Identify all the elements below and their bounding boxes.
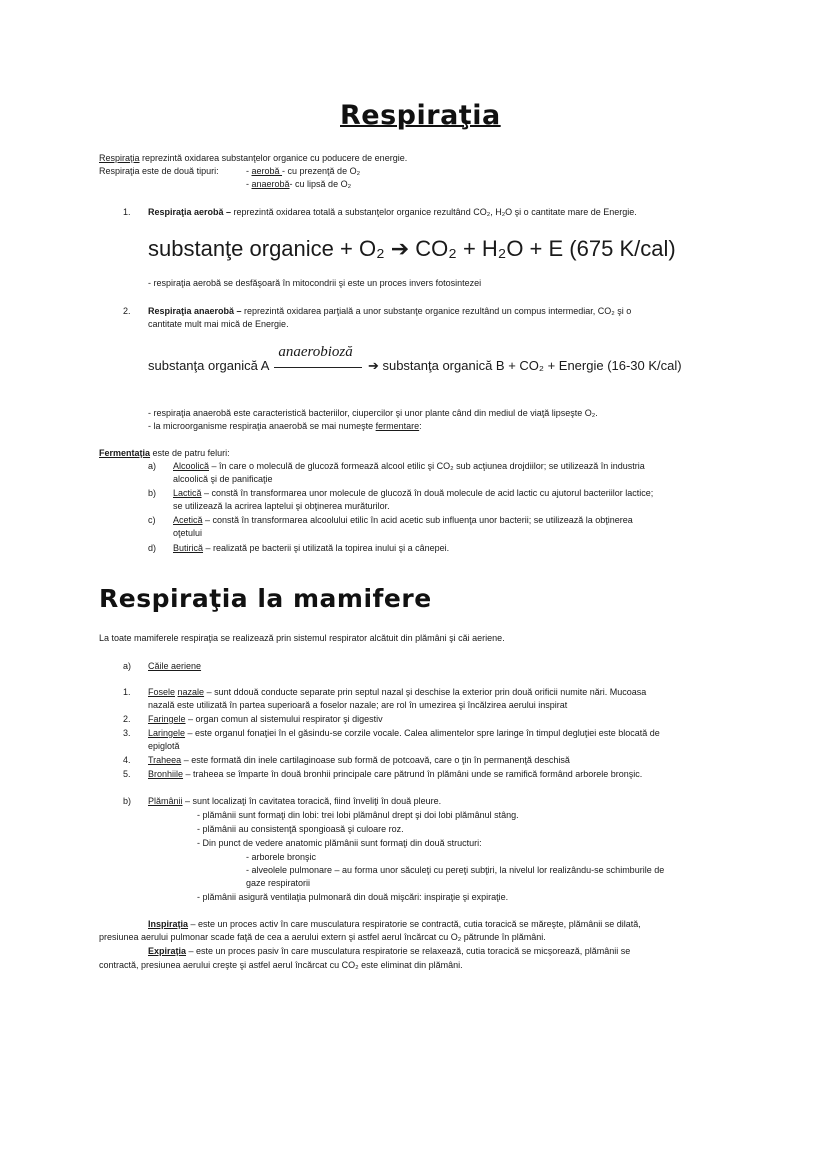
text-segment: - cu lipsă de O₂: [289, 179, 352, 189]
text-line: [148, 946, 630, 957]
text-segment: nazală este utilizată în partea superioară a foselor nazale; are rol în umezirea şi încălzirea aerului inspirat: [148, 700, 568, 710]
text-segment: d): [148, 543, 157, 553]
text-line: [123, 306, 131, 317]
anaerobic-equation: [148, 343, 682, 374]
text-segment: a): [148, 461, 157, 471]
text-line: [99, 633, 505, 644]
arrow-condition-label: anaerobioză: [278, 343, 353, 360]
text-segment: - plămânii asigură ventilaţia pulmonară din două mişcări: inspiraţie şi expiraţie.: [197, 892, 509, 902]
text-line: [246, 179, 351, 190]
text-segment: La toate mamiferele respiraţia se realizează prin sistemul respirator alcătuit din plămâni şi căi aeriene.: [99, 633, 505, 643]
equation-right: ➔ substanţa organică B + CO₂ + Energie (16-30 K/cal): [367, 358, 682, 373]
text-segment: – este organul fonaţiei în el găsindu-se corzile vocale. Calea alimentelor spre laringe în timpul degluţiei este blocată de: [185, 728, 660, 738]
emphasized-term: Fosele: [148, 687, 176, 697]
text-segment: – sunt localizaţi în cavitatea toracică, fiind înveliţi în două pleure.: [182, 796, 442, 806]
text-segment: - cu prezenţă de O₂: [282, 166, 361, 176]
text-segment: - respiraţia anaerobă este caracteristică bacteriilor, ciupercilor şi unor plante când din mediul de viaţă lipseşte O₂.: [148, 408, 598, 418]
text-segment: – este formată din inele cartilaginoase sub formă de potcoavă, care o ţin în permanenţă deschisă: [181, 755, 570, 765]
text-line: [148, 796, 441, 807]
text-line: [246, 852, 316, 863]
text-line: [99, 448, 230, 459]
text-segment: reprezintă oxidarea totală a substanţelor organice rezultând CO₂, H₂O şi o cantitate mare de Energie.: [231, 207, 637, 217]
text-segment: substanţe organice + O₂ ➔ CO₂ + H₂O + E (675 K/cal): [148, 236, 676, 261]
emphasized-term: anaerobă: [251, 179, 290, 189]
text-line: [246, 166, 360, 177]
emphasized-term: Plămânii: [148, 796, 183, 806]
text-line: [173, 474, 273, 485]
text-segment: - alveolele pulmonare – au forma unor săculeţi cu pereţi subţiri, la nivelul lor realizându-se schimburile de: [246, 865, 665, 875]
text-line: [148, 278, 481, 289]
text-line: [99, 166, 219, 177]
reaction-arrow-line: [274, 343, 362, 374]
text-line: [197, 892, 508, 903]
emphasized-term: Inspiraţia: [148, 919, 189, 929]
emphasized-term: Faringele: [148, 714, 186, 724]
text-segment: – realizată pe bacterii şi utilizată la topirea inului şi a cânepei.: [203, 543, 450, 553]
text-segment: - la microorganisme respiraţia anaerobă se mai numeşte: [148, 421, 376, 431]
text-line: [148, 741, 180, 752]
text-segment: Respiraţia este de două tipuri:: [99, 166, 219, 176]
emphasized-term: aerobă: [251, 166, 283, 176]
text-line: [173, 488, 653, 499]
emphasized-term: Respiraţia: [99, 153, 140, 163]
aerobic-equation: [148, 236, 676, 262]
text-segment: – organ comun al sistemului respirator şi digestiv: [185, 714, 383, 724]
emphasized-term: nazale: [177, 687, 205, 697]
text-line: [148, 421, 422, 432]
text-segment: reprezintă oxidarea substanţelor organice cu poducere de energie.: [139, 153, 408, 163]
text-line: [148, 755, 570, 766]
emphasized-term: Alcoolică: [173, 461, 210, 471]
text-segment: oţetului: [173, 528, 203, 538]
text-segment: :: [419, 421, 422, 431]
text-segment: -: [246, 179, 252, 189]
text-line: [173, 528, 202, 539]
text-segment: gaze respiratorii: [246, 878, 311, 888]
text-line: [246, 865, 664, 876]
emphasized-term: Traheea: [148, 755, 182, 765]
emphasized-term: Bronhiile: [148, 769, 184, 779]
text-segment: – traheea se împarte în două bronhii principale care pătrund în plămâni unde se ramifică formând arborele bronşic.: [183, 769, 643, 779]
text-segment: -: [246, 166, 252, 176]
text-segment: – este un proces pasiv în care musculatura respiratorie se relaxează, cutia toracică se micşorează, plămânii se: [186, 946, 631, 956]
page-title: Respiraţia: [340, 100, 501, 131]
emphasized-term: fermentare: [375, 421, 420, 431]
text-segment: presiunea aerului pulmonar scade faţă de cea a aerului extern şi astfel aerul încărcat cu O₂ pătrunde în plămâni.: [99, 932, 546, 942]
text-segment: se utilizează la acrirea laptelui şi obţinerea murăturilor.: [173, 501, 390, 511]
text-line: [197, 810, 519, 821]
text-segment: - plămânii sunt formaţi din lobi: trei lobi plămânul drept şi doi lobi plămânul stâng.: [197, 810, 519, 820]
text-segment: c): [148, 515, 156, 525]
text-segment: contractă, presiunea aerului creşte şi astfel aerul încărcat cu CO₂ este eliminat din plămâni.: [99, 960, 463, 970]
emphasized-term: Expiraţia: [148, 946, 187, 956]
emphasized-term: Laringele: [148, 728, 186, 738]
text-line: [148, 306, 631, 317]
text-line: [148, 687, 646, 698]
emphasized-term: Fermentaţia: [99, 448, 151, 458]
emphasized-term: Acetică: [173, 515, 203, 525]
text-segment: b): [123, 796, 132, 806]
text-line: [99, 153, 407, 164]
text-segment: – constă în transformarea unor molecule de glucoză în două molecule de acid lactic cu ajutorul bacteriilor lactice;: [201, 488, 654, 498]
text-segment: – este un proces activ în care musculatura respiratorie se contractă, cutia toracică se măreşte, plămânii se dilată,: [188, 919, 641, 929]
text-segment: - plămânii au consistenţă spongioasă şi culoare roz.: [197, 824, 404, 834]
text-line: [123, 769, 131, 780]
text-segment: alcoolică şi de panificaţie: [173, 474, 273, 484]
text-segment: 2.: [123, 714, 131, 724]
text-line: [148, 408, 598, 419]
text-line: [173, 543, 449, 554]
emphasized-term: Butirică: [173, 543, 204, 553]
text-line: [123, 755, 131, 766]
text-segment: a): [123, 661, 132, 671]
text-segment: - arborele bronşic: [246, 852, 317, 862]
text-line: [148, 714, 383, 725]
text-segment: - Din punct de vedere anatomic plămânii sunt formaţi din două structuri:: [197, 838, 482, 848]
text-segment: 1.: [123, 687, 131, 697]
text-line: [148, 700, 567, 711]
text-line: [123, 728, 131, 739]
text-line: [148, 488, 156, 499]
text-line: [123, 796, 131, 807]
emphasized-term: Lactică: [173, 488, 202, 498]
text-line: [148, 543, 156, 554]
text-line: [148, 728, 660, 739]
text-line: [173, 515, 633, 526]
emphasized-term: Respiraţia aerobă –: [148, 207, 232, 217]
text-segment: – sunt ddouă conducte separate prin septul nazal şi deschise la exterior prin două orificii numite nări. Mucoasa: [204, 687, 647, 697]
text-line: [148, 461, 156, 472]
text-line: [148, 207, 637, 218]
text-line: [148, 515, 156, 526]
text-segment: b): [148, 488, 157, 498]
text-segment: 2.: [123, 306, 131, 316]
text-line: [123, 687, 131, 698]
text-line: [148, 919, 641, 930]
text-segment: 4.: [123, 755, 131, 765]
text-segment: reprezintă oxidarea parţială a unor substanţe organice rezultând un compus intermediar, CO₂ şi o: [241, 306, 632, 316]
text-segment: 5.: [123, 769, 131, 779]
text-line: [99, 960, 463, 971]
text-segment: – constă în transformarea alcoolului etilic în acid acetic sub influenţa unor bacterii; se utilizează la obţinerea: [202, 515, 633, 525]
text-line: [246, 878, 310, 889]
section-heading-mamifere: Respiraţia la mamifere: [99, 584, 432, 613]
text-line: [197, 824, 404, 835]
equation-left: substanţa organică A: [148, 358, 269, 373]
emphasized-term: Căile aeriene: [148, 661, 202, 671]
text-line: [123, 207, 131, 218]
text-line: [148, 769, 642, 780]
text-line: [123, 661, 131, 672]
text-segment: este de patru feluri:: [150, 448, 230, 458]
text-line: [173, 461, 645, 472]
text-segment: 3.: [123, 728, 131, 738]
text-segment: 1.: [123, 207, 131, 217]
text-line: [148, 319, 289, 330]
text-segment: - respiraţia aerobă se desfăşoară în mitocondrii şi este un proces invers fotosintezei: [148, 278, 482, 288]
text-line: [123, 714, 131, 725]
text-line: [173, 501, 390, 512]
text-segment: epiglotă: [148, 741, 180, 751]
text-line: [148, 661, 201, 672]
text-segment: cantitate mult mai mică de Energie.: [148, 319, 289, 329]
text-line: [99, 932, 546, 943]
text-line: [197, 838, 482, 849]
text-segment: – în care o moleculă de glucoză formează alcool etilic şi CO₂ sub acţiunea drojdiilor; se utilizează în industria: [209, 461, 645, 471]
emphasized-term: Respiraţia anaerobă –: [148, 306, 242, 316]
